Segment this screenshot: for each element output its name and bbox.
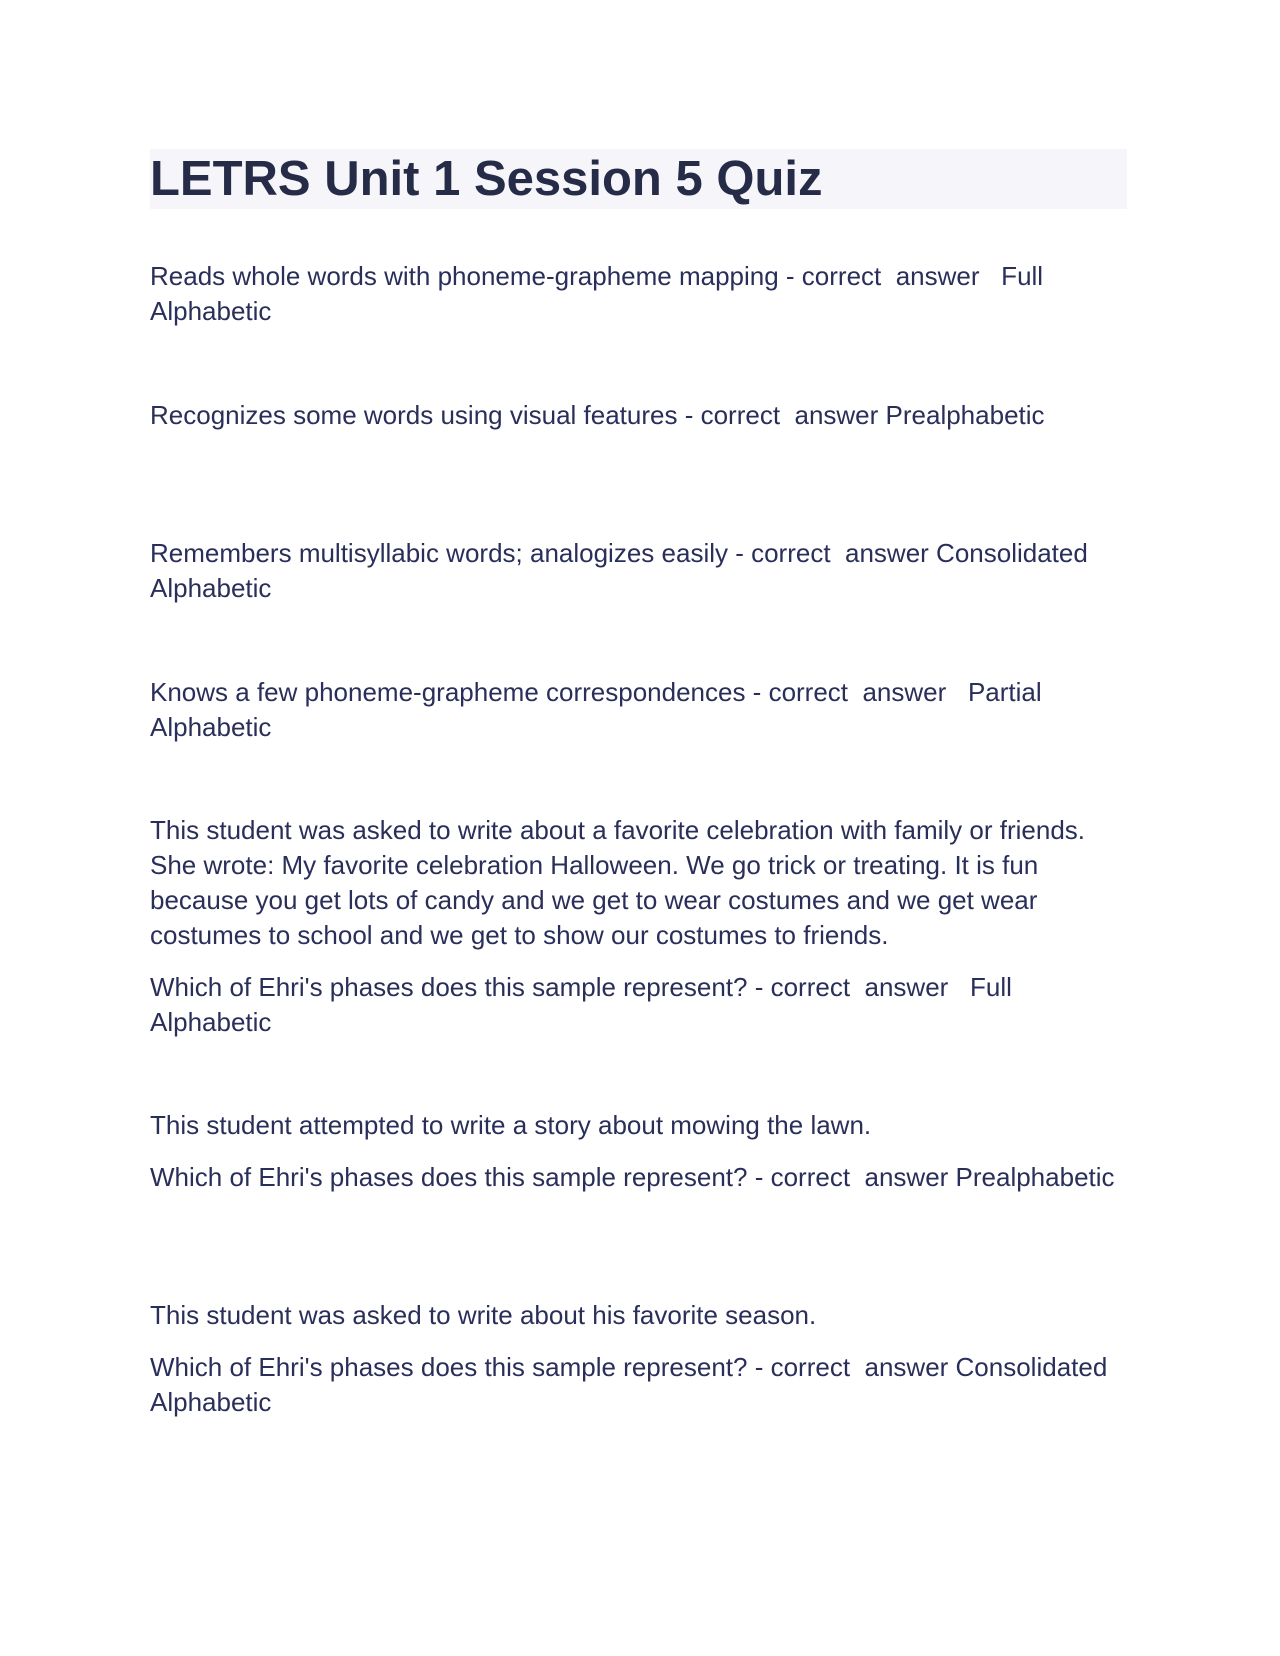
quiz-item-text: Reads whole words with phoneme-grapheme mapping - correct answer Full Alphabetic [150, 261, 1049, 326]
quiz-item-3 [150, 536, 1135, 606]
quiz-item-5 [150, 813, 1135, 1040]
quiz-item-text: This student was asked to write about a favorite celebration with family or friends. She wrote: My favorite celebration Halloween. We go trick or treating. It is fun because you get lots of candy and we get to wear costumes and we get wear costumes to school and we get to show our costumes to friends. [150, 815, 1093, 950]
quiz-item-question: Which of Ehri's phases does this sample represent? - correct answer Consolidated Alphabetic [150, 1352, 1114, 1417]
quiz-item-7 [150, 1298, 1135, 1420]
quiz-item-text: Recognizes some words using visual features - correct answer Prealphabetic [150, 400, 1045, 430]
quiz-item-text: Remembers multisyllabic words; analogizes easily - correct answer Consolidated Alphabetic [150, 538, 1094, 603]
quiz-item-text: This student was asked to write about his favorite season. [150, 1300, 817, 1330]
quiz-item-question: Which of Ehri's phases does this sample represent? - correct answer Prealphabetic [150, 1162, 1115, 1192]
quiz-item-text: Knows a few phoneme-grapheme correspondences - correct answer Partial Alphabetic [150, 677, 1048, 742]
quiz-item-6 [150, 1108, 1135, 1195]
quiz-item-4 [150, 675, 1135, 745]
quiz-item-1 [150, 259, 1135, 329]
document-title: LETRS Unit 1 Session 5 Quiz [150, 152, 823, 206]
quiz-item-question: Which of Ehri's phases does this sample represent? - correct answer Full Alphabetic [150, 972, 1018, 1037]
quiz-item-text: This student attempted to write a story about mowing the lawn. [150, 1110, 872, 1140]
quiz-item-2 [150, 398, 1135, 433]
